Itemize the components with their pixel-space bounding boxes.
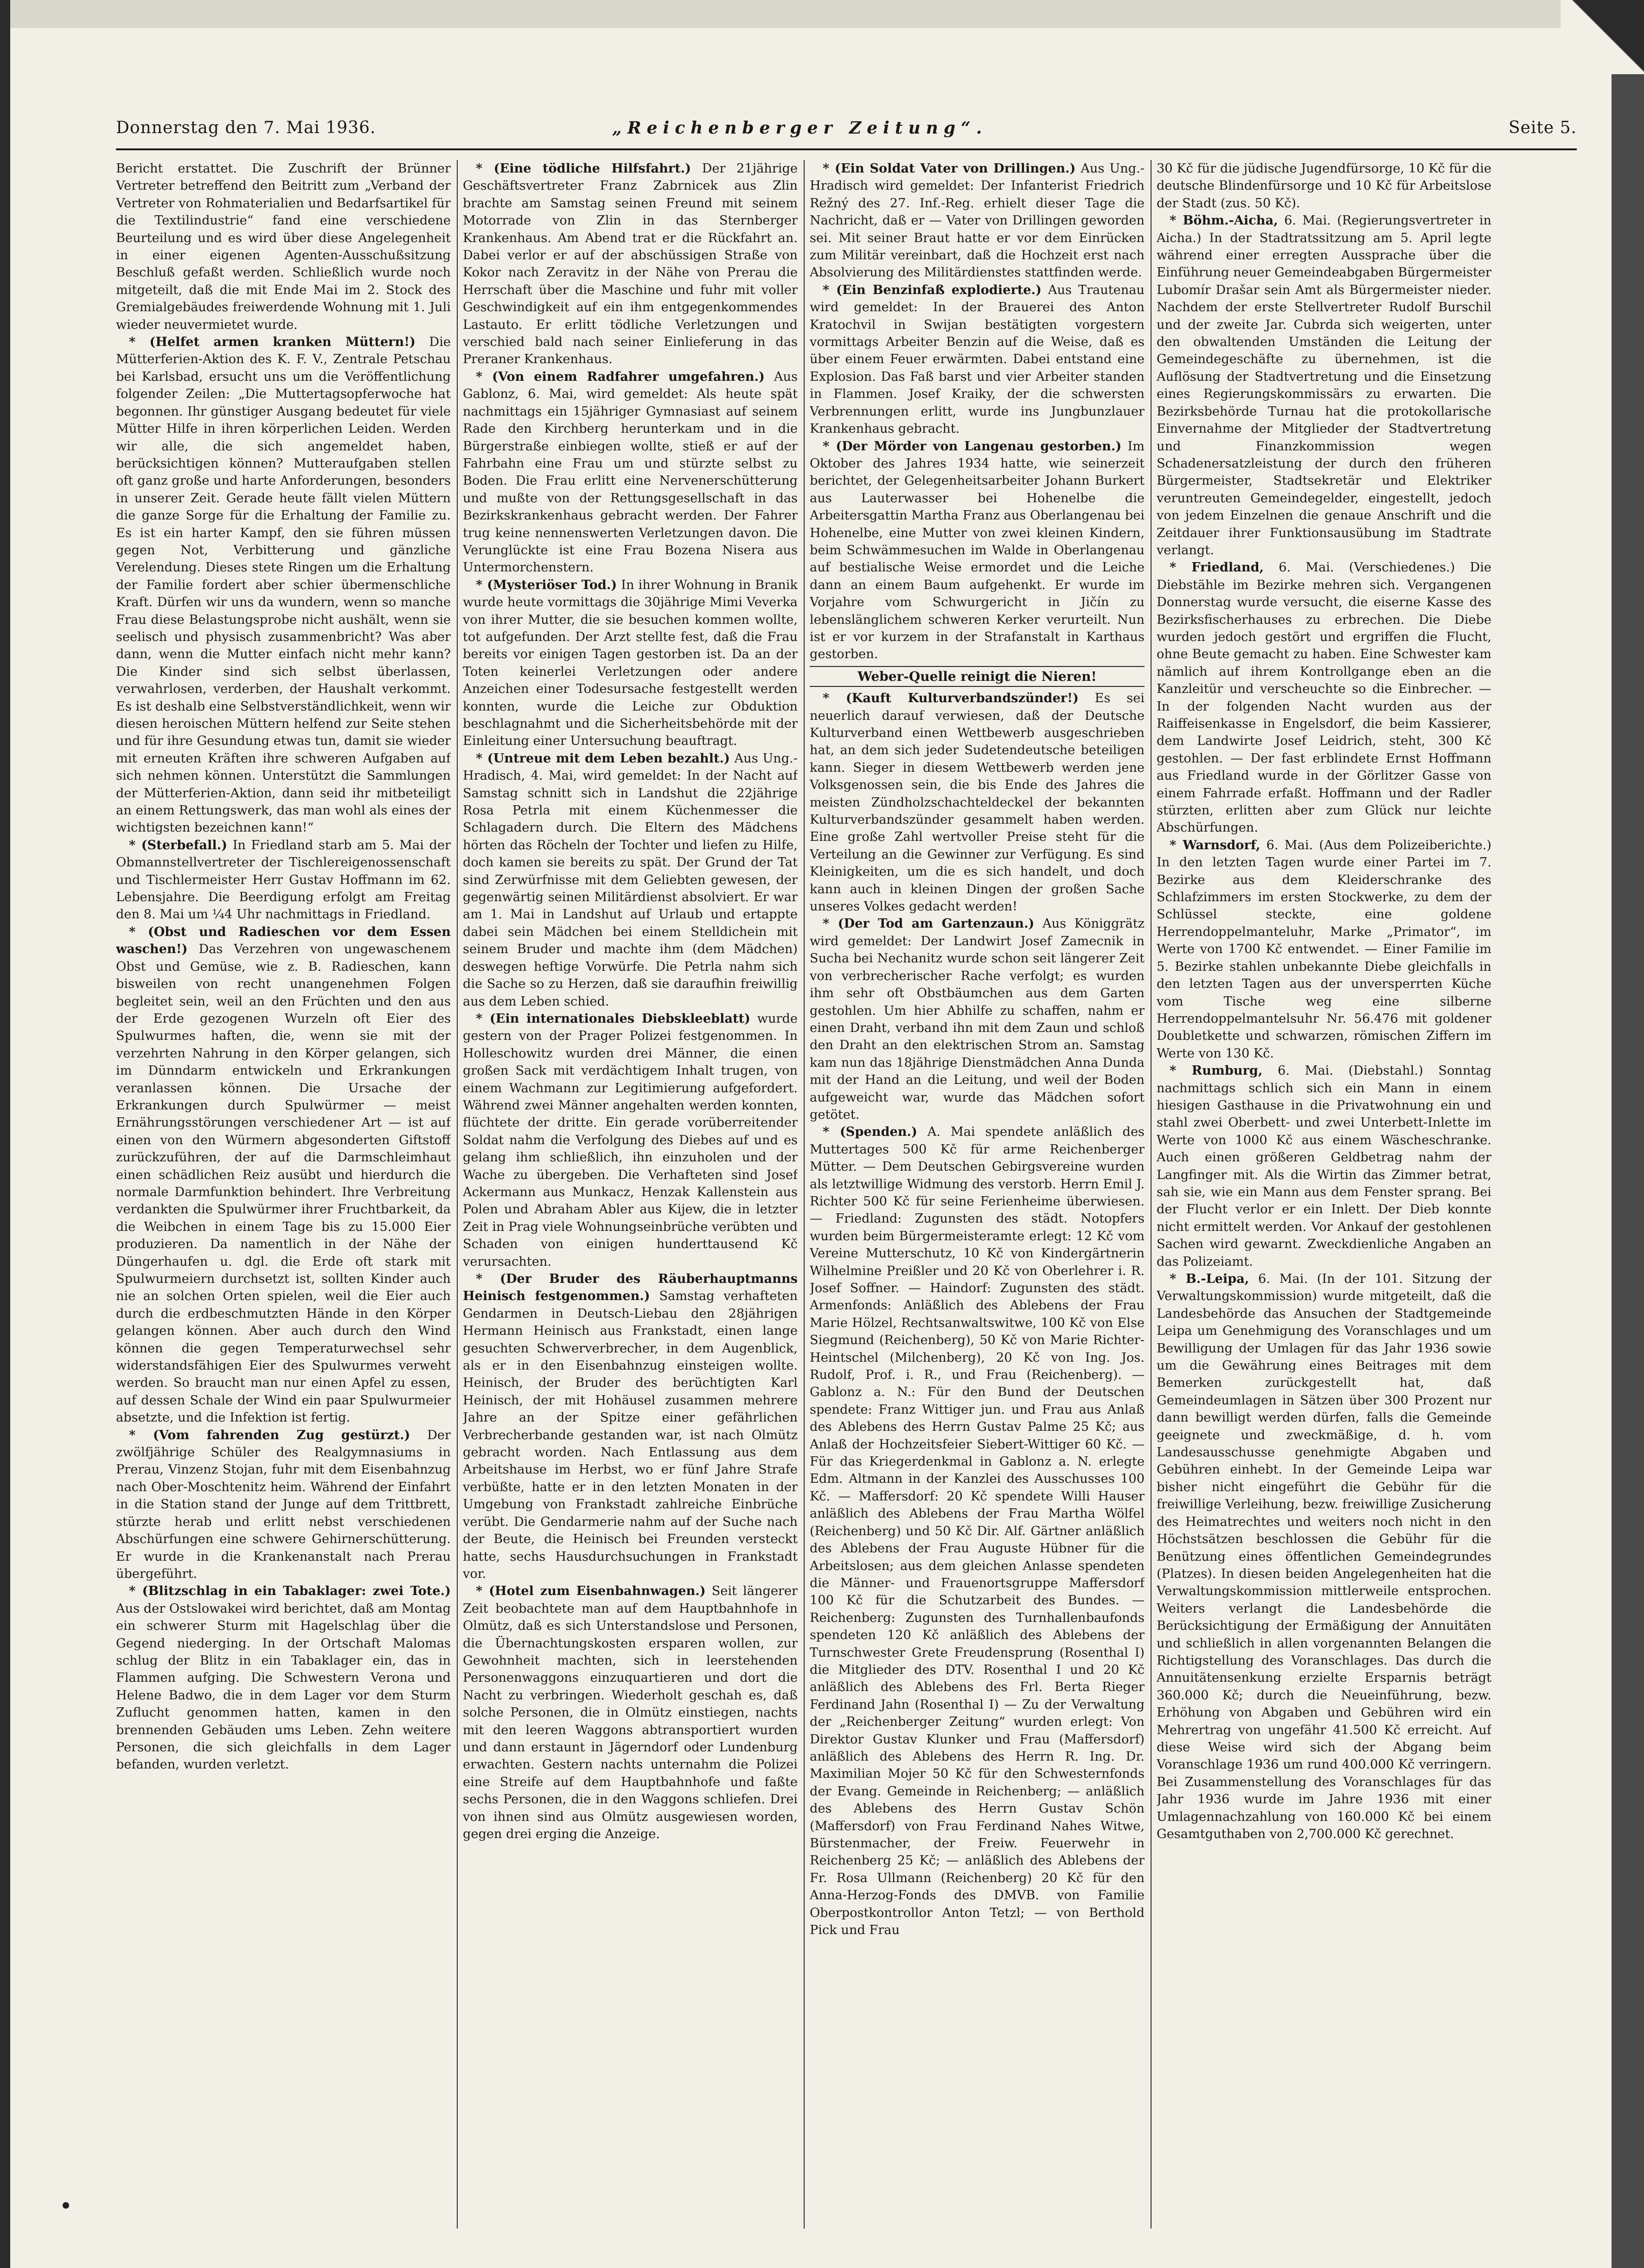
column-1 — [116, 160, 451, 2229]
column-divider — [804, 160, 805, 2229]
article-text: wurde gestern von der Prager Polizei festgenommen. In Holleschowitz wurden drei Männer, die einen großen Sack mit verdächtigem Inhalt trugen, von einem Wachmann zur Legitimierung aufgefordert. Während zwei Männer angehalten werden konnten, flüchtete der dritte. Ein gerade vorüberreitender Soldat nahm die Verfolgung des Diebes auf und es gelang ihm schließlich, ihn einzuholen und der Wache zu übergeben. Die Verhafteten sind Josef Ackermann aus Munkacz, Henzak Kallenstein aus Polen und Abraham Abler aus Kijew, die in letzter Zeit in Prag viele Wohnungseinbrüche verübten und Schaden von einigen hunderttausend Kč verursachten. — [463, 1011, 798, 1269]
article-paragraph — [1157, 559, 1491, 837]
article-heading: * (Sterbefall.) — [129, 837, 227, 852]
article-paragraph — [463, 1270, 798, 1582]
article-paragraph — [116, 333, 451, 837]
article-text: 6. Mai. (Verschiedenes.) Die Diebstähle im Bezirke mehren sich. Vergangenen Donnerstag wurde versucht, die eiserne Kasse des Bezirksfischerhauses zu erbrechen. Die Diebe wurden jedoch gestört und ergriffen die Flucht, ohne Beute gemacht zu haben. Eine Schwester kam nämlich auf ihrem Kontrollgange eben an die Kanzleitür und verscheuchte so die Einbrecher. — In der folgenden Nacht wurden aus der Raiffeisenkasse in Engelsdorf, die beim Kassierer, dem Landwirte Josef Leidrich, steht, 300 Kč gestohlen. — Der fast erblindete Ernst Hoffmann aus Friedland wurde in der Görlitzer Gasse von einem Fahrrade erfaßt. Hoffmann und der Radler stürzten, erlitten aber zum Glück nur leichte Abschürfungen. — [1157, 560, 1491, 835]
article-text: 6. Mai. (Diebstahl.) Sonntag nachmittags schlich sich ein Mann in einem hiesigen Gasthause in die Privatwohnung ein und stahl zwei Oberbett- und zwei Unterbett-Inlette im Werte von 1000 Kč aus einem Wäscheschranke. Auch einen größeren Geldbetrag nahm der Langfinger mit. Als die Wirtin das Zimmer betrat, sah sie, wie ein Mann aus dem Fenster sprang. Bei der Flucht verlor er ein Inlett. Der Dieb konnte nicht ermittelt werden. Vor Ankauf der gestohlenen Sachen wird gewarnt. Zweckdienliche Angaben an das Polizeiamt. — [1157, 1064, 1491, 1269]
article-heading: * Friedland, — [1170, 560, 1264, 575]
article-text: 6. Mai. (In der 101. Sitzung der Verwaltungskommission) wurde mitgeteilt, daß die Landesbehörde das Ansuchen der Stadtgemeinde Leipa um Genehmigung des Voranschlages und um Bewilligung der Umlagen für das Jahr 1936 sowie um die Gewährung eines Beitrages mit dem Bemerken zurückgestellt hat, daß Gemeindeumlagen in Sätzen über 300 Prozent nur dann bewilligt werden dürfen, falls die Gemeinde geeignete und zweckmäßige, d. h. vom Landesausschusse genehmigte Abgaben und Gebühren einhebt. In der Gemeinde Leipa war bisher nicht eingeführt die Gebühr für die freiwillige Verleihung, bezw. freiwillige Zusicherung des Heimatrechtes und weiters noch nicht in den Höchstsätzen beschlossen die Gebühr für die Benützung eines öffentlichen Gemeindegrundes (Platzes). In diesen beiden Angelegenheiten hat die Verwaltungskommission mittlerweile entsprochen. Weiters verlangt die Landesbehörde die Berücksichtigung der Ermäßigung der Annuitäten und schließlich in allen vorgenannten Belangen die Richtigstellung des Voranschlages. Das durch die Annuitätensenkung erzielte Ersparnis beträgt 360.000 Kč; durch die Neueinführung, bezw. Erhöhung von Abgaben und Gebühren wird ein Mehrertrag von ungefähr 41.500 Kč erreicht. Auf diese Weise wird sich der Abgang beim Voranschlage 1936 um rund 400.000 Kč verringern. Bei Zusammenstellung des Voranschlages für das Jahr 1936 wurde im Jahre 1936 mit einer Umlagennachzahlung von 160.000 Kč bei einem Gesamtguthaben von 2,700.000 Kč gerechnet. — [1157, 1272, 1491, 1841]
article-paragraph — [463, 160, 798, 368]
article-heading: * (Kauft Kulturverbandszünder!) — [823, 691, 1079, 706]
column-2 — [463, 160, 798, 2229]
article-text: 6. Mai. (Aus dem Polizeiberichte.) In den letzten Tagen wurde einer Partei im 7. Bezirke aus dem Kleiderschranke des Schlafzimmers im ersten Stockwerke, zu dem der Schlüssel steckte, eine goldene Herrendoppelmanteluhr, Marke „Primator“, im Werte von 1700 Kč entwendet. — Einer Familie im 5. Bezirke stahlen unbekannte Diebe gleichfalls in den letzten Tagen aus der unversperrten Küche vom Tische weg eine silberne Herrendoppelmantelsuhr Nr. 56.476 mit goldener Doubletkette und schwarzen, römischen Ziffern im Werte von 130 Kč. — [1157, 838, 1491, 1061]
article-text: Das Verzehren von ungewaschenem Obst und Gemüse, wie z. B. Radieschen, kann bisweilen von recht unangenehmen Folgen begleitet sein, weil an den Früchten und den aus der Erde gezogenen Wurzeln oft Eier des Spulwurmes haften, die, wenn sie mit der verzehrten Nahrung in den Körper gelangen, sich im Dünndarm entwickeln und Erkrankungen veranlassen können. Die Ursache der Erkrankungen durch Spulwürmer — meist Ernährungsstörungen verschiedener Art — ist auf einen von den Würmern abgesonderten Giftstoff zurückzuführen, der auf die Darmschleimhaut einen schädlichen Reiz ausübt und hierdurch die normale Darmfunktion behindert. Ihre Verbreitung verdankten die Spulwürmer ihrer Fruchtbarkeit, da die Weibchen in einem Tage bis zu 15.000 Eier produzieren. Da namentlich in der Nähe der Düngerhaufen u. dgl. die Erde oft stark mit Spulwurmeiern durchsetzt ist, sollten Kinder auch nie an solchen Orten spielen, weil die Eier auch durch die erdbeschmutzten Hände in den Körper gelangen können. Aber auch durch den Wind können die gegen Temperaturwechsel sehr widerstandsfähigen Eier des Spulwurmes verweht werden. So braucht man nur einen Apfel zu essen, auf dessen Schale der Wind ein paar Spulwurmeier absetzte, und die Infektion ist fertig. — [116, 942, 451, 1425]
article-text: Aus Trautenau wird gemeldet: In der Brauerei des Anton Kratochvil in Swijan bestätigten vorgestern vormittags Arbeiter Benzin auf die Weise, daß es über einem Feuer erwärmten. Dabei entstand eine Explosion. Das Faß barst und vier Arbeiter standen in Flammen. Josef Kraiky, der die schwersten Verbrennungen erlitt, wurde ins Jungbunzlauer Krankenhaus gebracht. — [810, 282, 1145, 436]
ink-spot — [63, 2202, 69, 2209]
article-heading: * (Spenden.) — [823, 1124, 917, 1140]
article-heading: * (Helfet armen kranken Müttern!) — [129, 334, 416, 350]
article-text: Bericht erstattet. Die Zuschrift der Brünner Vertreter betreffend den Beitritt zum „Verband der Vertreter von Rohmaterialien und Bedarfsartikel für die Textilindustrie“ fand eine verschiedene Beurteilung und es wird über diese Angelegenheit in einer eigenen Agenten-Ausschußsitzung Beschluß gefaßt werden. Schließlich wurde noch mitgeteilt, daß die mit Ende Mai im 2. Stock des Gremialgebäudes freiwerdende Wohnung mit 1. Juli wieder neuvermietet wurde. — [116, 161, 451, 332]
article-paragraph — [116, 923, 451, 1427]
article-paragraph — [463, 368, 798, 577]
article-paragraph — [116, 160, 451, 333]
article-text: 30 Kč für die jüdische Jugendfürsorge, 10 Kč für die deutsche Blindenfürsorge und 10 Kč für Arbeitslose der Stadt (zus. 50 Kč). — [1157, 161, 1491, 211]
article-columns — [116, 160, 1577, 2229]
page-number: Seite 5. — [1508, 118, 1577, 137]
article-paragraph — [810, 160, 1145, 282]
article-text: Aus Gablonz, 6. Mai, wird gemeldet: Als heute spät nachmittags ein 15jähriger Gymnasiast auf seinem Rade den Kirchberg herunterkam und in die Bürgerstraße einbiegen wollte, stieß er auf der Fahrbahn eine Frau um und stürzte selbst zu Boden. Die Frau erlitt eine Nervenerschütterung und mußte von der Rettungsgesellschaft in das Bezirkskrankenhaus gebracht werden. Der Fahrer trug keine nennenswerten Verletzungen davon. Die Verunglückte ist eine Frau Bozena Nisera aus Untermorchenstern. — [463, 369, 798, 575]
article-text: Der zwölfjährige Schüler des Realgymnasiums in Prerau, Vinzenz Stojan, fuhr mit dem Eisenbahnzug nach Ober-Moschtenitz heim. Während der Einfahrt in die Station stand der Junge auf dem Trittbrett, stürzte herab und erlitt nebst verschiedenen Abschürfungen eine schwere Gehirnerschütterung. Er wurde in die Krankenanstalt nach Prerau übergeführt. — [116, 1428, 451, 1581]
article-paragraph — [116, 1582, 451, 1773]
column-3 — [810, 160, 1145, 2229]
header-date: Donnerstag den 7. Mai 1936. — [116, 118, 376, 137]
article-heading: * (Ein Benzinfaß explodierte.) — [823, 282, 1042, 297]
article-paragraph — [810, 1123, 1145, 1939]
article-paragraph — [810, 282, 1145, 438]
article-heading: * (Der Bruder des Räuberhauptmanns Heinisch festgenommen.) — [463, 1271, 798, 1304]
article-heading: * B.-Leipa, — [1170, 1271, 1249, 1286]
article-heading: * (Ein Soldat Vater von Drillingen.) — [823, 161, 1076, 176]
article-heading: * (Vom fahrenden Zug gestürzt.) — [129, 1427, 410, 1442]
article-text: Die Mütterferien-Aktion des K. F. V., Zentrale Petschau bei Karlsbad, ersucht uns um die Veröffentlichung folgender Zeilen: „Die Muttertagsopferwoche hat begonnen. Ihr günstiger Ausgang bedeutet für viele Mütter Hilfe in ihren körperlichen Leiden. Werden wir alle, die sich angemeldet haben, berücksichtigen können? Mutteraufgaben stellen oft ganz große und harte Anforderungen, besonders in unserer Zeit. Gerade heute fällt vielen Müttern die ganze Sorge für die Erhaltung der Familie zu. Es ist ein harter Kampf, den sie führen müssen gegen Not, Verbitterung und gänzliche Verelendung. Dieses stete Ringen um die Erhaltung der Familie fordert aber schier übermenschliche Kraft. Dürfen wir uns da wundern, wenn so manche Frau diese Belastungsprobe nicht aushält, wenn sie seelisch und physisch zusammenbricht? Was aber dann, wenn die Mutter einfach nicht mehr kann? Die Kinder sind sich selbst überlassen, verwahrlosen, verderben, der Haushalt verkommt. Es ist deshalb eine Selbstverständlichkeit, wenn wir diesen heroischen Müttern helfend zur Seite stehen und für ihre Gesundung etwas tun, damit sie wieder mit erneuten Kräften ihre schweren Aufgaben auf sich nehmen können. Unterstützt die Sammlungen der Mütterferien-Aktion, dann seid ihr mitbeteiligt an einem Rettungswerk, das man wohl als eines der wichtigsten bezeichnen kann!“ — [116, 335, 451, 835]
article-paragraph — [463, 750, 798, 1010]
article-text: Aus Ung.-Hradisch, 4. Mai, wird gemeldet: In der Nacht auf Samstag schnitt sich in Landshut die 22jährige Rosa Petrla mit einem Küchenmesser die Schlagadern durch. Die Eltern des Mädchens hörten das Röcheln der Tochter und liefen zu Hilfe, doch kamen sie bereits zu spät. Der Grund der Tat sind Zerwürfnisse mit dem Geliebten gewesen, der gegenwärtig seinen Militärdienst absolviert. Er war am 1. Mai in Landshut auf Urlaub und ertappte dabei sein Mädchen bei einem Stelldichein mit seinem Bruder und machte ihm (dem Mädchen) deswegen heftige Vorwürfe. Die Petrla nahm sich die Sache so zu Herzen, daß sie daraufhin freiwillig aus dem Leben schied. — [463, 751, 798, 1009]
article-paragraph — [1157, 160, 1491, 212]
article-text: 6. Mai. (Regierungsvertreter in Aicha.) In der Stadtratssitzung am 5. April legte während einer erregten Aussprache über die Einführung neuer Gemeindeabgaben Bürgermeister Lubomír Drašar sein Amt als Bürgermeister nieder. Nachdem der erste Stellvertreter Rudolf Burschil und der zweite Jar. Cubrda sich weigerten, unter den obwaltenden Umständen die Leitung der Gemeindegeschäfte zu übernehmen, ist die Auflösung der Stadtvertretung und die Einsetzung eines Regierungskommissärs zu erwarten. Die Bezirksbehörde Turnau hat die protokollarische Einvernahme der Mitglieder der Stadtvertretung und Finanzkommission wegen Schadenersatzleistung der durch den früheren Bürgermeister, Stadtsekretär und Elektriker veruntreuten Gemeindegelder, eingestellt, jedoch von jedem Einzelnen die genaue Anschrift und die Zeitdauer ihrer Funktionsausübung im Stadtrate verlangt. — [1157, 213, 1491, 557]
page-header — [116, 118, 1577, 146]
article-paragraph — [810, 915, 1145, 1123]
article-text: In ihrer Wohnung in Branik wurde heute vormittags die 30jährige Mimi Veverka von ihrer Mutter, die sie besuchen kommen wollte, tot aufgefunden. Der Arzt stellte fest, daß die Frau bereits vor einigen Tagen gestorben ist. Da an der Toten keinerlei Verletzungen oder andere Anzeichen einer Todesursache festgestellt werden konnten, wurde die Leiche zur Obduktion beschlagnahmt und die Sicherheitsbehörde mit der Einleitung einer Untersuchung beauftragt. — [463, 577, 798, 749]
article-heading: * (Eine tödliche Hilfsfahrt.) — [476, 161, 691, 176]
scan-left-edge — [0, 0, 10, 2268]
article-heading: * (Hotel zum Eisenbahnwagen.) — [476, 1583, 706, 1599]
article-text: Samstag verhafteten Gendarmen in Deutsch-Liebau den 28jährigen Hermann Heinisch aus Frankstadt, einen lange gesuchten Schwerverbrecher, in dem Augenblick, als er in den Eisenbahnzug einsteigen wollte. Heinisch, der Bruder des berüchtigten Karl Heinisch, der mit Hohäusel zusammen mehrere Jahre an der Spitze einer gefährlichen Verbrecherbande gestanden war, ist nach Olmütz gebracht worden. Nach Entlassung aus dem Arbeitshause im Herbst, wo er fünf Jahre Strafe verbüßte, hatte er in den letzten Monaten in der Umgebung von Frankstadt zahlreiche Einbrüche verübt. Die Gendarmerie nahm auf der Suche nach der Beute, die Heinisch bei Freunden versteckt hatte, sechs Hausdurchsuchungen in Frankstadt vor. — [463, 1289, 798, 1581]
scan-top-margin — [0, 0, 1644, 28]
article-paragraph — [810, 690, 1145, 915]
article-text: Aus der Ostslowakei wird berichtet, daß am Montag ein schwerer Sturm mit Hagelschlag über die Gegend niederging. In der Ortschaft Malomas schlug der Blitz in ein Tabaklager ein, das in Flammen aufging. Die Schwestern Verona und Helene Badwo, die in dem Lager vor dem Sturm Zuflucht genommen hatten, kamen in den brennenden Gebäuden ums Leben. Zehn weitere Personen, die sich gleichfalls in dem Lager befanden, wurden verletzt. — [116, 1601, 451, 1772]
folded-corner — [1561, 0, 1644, 74]
newspaper-title: „Reichenberger Zeitung“. — [612, 118, 988, 138]
article-paragraph — [116, 837, 451, 923]
article-heading: * (Von einem Radfahrer umgefahren.) — [476, 369, 765, 384]
header-rule — [116, 148, 1577, 150]
column-4 — [1157, 160, 1491, 2229]
article-text: Der 21jährige Geschäftsvertreter Franz Zabrnicek aus Zlin brachte am Samstag seinen Freund mit seinem Motorrade von Zlin in das Sternberger Krankenhaus. Am Abend trat er die Rückfahrt an. Dabei verlor er auf der abschüssigen Straße von Kokor nach Zeravitz in der Nähe von Prerau die Herrschaft über die Maschine und fuhr mit voller Geschwindigkeit auf ein ihm entgegenkommendes Lastauto. Er erlitt tödliche Verletzungen und verschied bald nach seiner Einlieferung in das Preraner Krankenhaus. — [463, 161, 798, 367]
article-heading: * (Obst und Radieschen vor dem Essen waschen!) — [116, 924, 451, 957]
article-heading: * (Der Mörder von Langenau gestorben.) — [823, 438, 1122, 454]
article-heading: * (Der Tod am Gartenzaun.) — [823, 916, 1035, 931]
article-text: Seit längerer Zeit beobachtete man auf dem Hauptbahnhofe in Olmütz, daß es sich Unterstandslose und Personen, die Übernachtungskosten ersparen wollen, zur Gewohnheit machten, sich in leerstehenden Personenwaggons einzuquartieren und dort die Nacht zu verbringen. Wiederholt geschah es, daß solche Personen, die in Olmütz einstiegen, nachts mit den leeren Waggons abtransportiert wurden und dann erstaunt in Jägerndorf oder Lundenburg erwachten. Gestern nachts unternahm die Polizei eine Streife auf dem Hauptbahnhofe und faßte sechs Personen, die in den Waggons schliefen. Drei von ihnen sind aus Olmütz ausgewiesen worden, gegen drei erging die Anzeige. — [463, 1584, 798, 1841]
article-paragraph — [1157, 212, 1491, 559]
article-paragraph — [1157, 837, 1491, 1062]
article-paragraph — [463, 577, 798, 750]
article-heading: * (Blitzschlag in ein Tabaklager: zwei Tote.) — [129, 1583, 451, 1599]
scan-right-edge — [1612, 0, 1644, 2268]
article-text: Aus Ung.-Hradisch wird gemeldet: Der Infanterist Friedrich Režný des 27. Inf.-Reg. erhielt dieser Tage die Nachricht, daß er — Vater von Drillingen geworden sei. Mit seiner Braut hatte er vor dem Einrücken zum Militär vereinbart, daß die Hochzeit erst nach Absolvierung des Militärdienstes stattfinden werde. — [810, 161, 1145, 280]
article-paragraph — [463, 1010, 798, 1270]
article-text: A. Mai spendete anläßlich des Muttertages 500 Kč für arme Reichenberger Mütter. — Dem Deutschen Gebirgsvereine wurden als letztwillige Widmung des verstorb. Herrn Emil J. Richter 500 Kč für seine Ferienheime überwiesen. — Friedland: Zugunsten des städt. Notopfers wurden beim Bürgermeisteramte erlegt: 12 Kč vom Vereine Mutterschutz, 10 Kč von Kindergärtnerin Wilhelmine Preißler und 20 Kč von Oberlehrer i. R. Josef Soffner. — Haindorf: Zugunsten des städt. Armenfonds: Anläßlich des Ablebens der Frau Marie Hölzel, Rechtsanwaltswitwe, 100 Kč von Else Siegmund (Reichenberg), 50 Kč von Marie Richter-Heintschel (Milchenberg), 20 Kč von Ing. Jos. Rudolf, Prof. i. R., und Frau (Reichenberg). — Gablonz a. N.: Für den Bund der Deutschen spendete: Franz Wittiger jun. und Frau aus Anlaß des Ablebens des Herrn Gustav Palme 25 Kč; aus Anlaß der Hochzeitsfeier Siebert-Wittiger 60 Kč. — Für das Kriegerdenkmal in Gablonz a. N. erlegte Edm. Altmann in der Kanzlei des Ausschusses 100 Kč. — Maffersdorf: 20 Kč spendete Willi Hauser anläßlich des Ablebens der Frau Martha Wölfel (Reichenberg) und 50 Kč Dir. Alf. Gärtner anläßlich des Ablebens der Frau Auguste Hübner für die Arbeitslosen; aus dem gleichen Anlasse spendeten die Männer- und Frauenortsgruppe Maffersdorf 100 Kč für die Schutzarbeit des Bundes. — Reichenberg: Zugunsten des Turnhallenbaufonds spendeten 120 Kč anläßlich des Ablebens der Turnschwester Grete Freudensprung (Rosenthal I) die Mitglieder des DTV. Rosenthal I und 20 Kč anläßlich des Ablebens des Frl. Berta Rieger Ferdinand Jahn (Rosenthal I) — Zu der Verwaltung der „Reichenberger Zeitung“ wurden erlegt: Von Direktor Gustav Klunker und Frau (Maffersdorf) anläßlich des Ablebens des Herrn R. Ing. Dr. Maximilian Mojer 50 Kč für den Schwesternfonds der Evang. Gemeinde in Reichenberg; — anläßlich des Ablebens des Herrn Gustav Schön (Maffersdorf) von Frau Ferdinand Nahes Witwe, Bürstenmacher, der Freiw. Feuerwehr in Reichenberg 25 Kč; — anläßlich des Ablebens der Fr. Rosa Ullmann (Reichenberg) 20 Kč für den Anna-Herzog-Fonds des DMVB. von Familie Oberpostkontrollor Anton Tetzl; — von Berthold Pick und Frau — [810, 1125, 1145, 1938]
article-text: Aus Königgrätz wird gemeldet: Der Landwirt Josef Zamecnik in Sucha bei Nechanitz wurde schon seit längerer Zeit von verbrecherischer Rache verfolgt; es wurden ihm sehr oft Obstbäumchen aus dem Garten gestohlen. Um hier Abhilfe zu schaffen, nahm er einen Draht, verband ihn mit dem Zaun und schloß den Draht an den elektrischen Strom an. Samstag kam nun das 18jährige Dienstmädchen Anna Dunda mit der Hand an die Leitung, und weil der Boden aufgeweicht war, wurde das Mädchen sofort getötet. — [810, 916, 1145, 1122]
article-heading: * Böhm.-Aicha, — [1170, 213, 1278, 228]
advertisement-box: Weber-Quelle reinigt die Nieren! — [810, 666, 1145, 687]
article-paragraph — [1157, 1270, 1491, 1843]
article-heading: * Rumburg, — [1170, 1063, 1263, 1078]
article-paragraph — [1157, 1062, 1491, 1270]
article-heading: * Warnsdorf, — [1170, 837, 1260, 852]
column-divider — [457, 160, 458, 2229]
article-text: In Friedland starb am 5. Mai der Obmannstellvertreter der Tischlereigenossenschaft und Tischlermeister Herr Gustav Hoffmann im 62. Lebensjahre. Die Beerdigung erfolgt am Freitag den 8. Mai um ¼4 Uhr nachmittags in Friedland. — [116, 838, 451, 922]
article-text: Es sei neuerlich darauf verwiesen, daß der Deutsche Kulturverband einen Wettbewerb ausgeschrieben hat, an dem sich jeder Sudetendeutsche beteiligen kann. Sieger in diesem Wettbewerb werden jene Volksgenossen sein, die bis Ende des Jahres die meisten Zündholzschachteldeckel der bekannten Kulturverbandszünder gesammelt haben werden. Eine große Zahl wertvoller Preise steht für die Verteilung an die Gewinner zur Verfügung. Es sind Kleinigkeiten, um die es sich handelt, und doch kann auch in kleinen Dingen der großen Sache unseres Volkes gedacht werden! — [810, 691, 1145, 914]
article-heading: * (Mysteriöser Tod.) — [476, 577, 617, 592]
article-heading: * (Ein internationales Diebskleeblatt) — [476, 1011, 750, 1026]
article-text: Im Oktober des Jahres 1934 hatte, wie seinerzeit berichtet, der Gelegenheitsarbeiter Johann Burkert aus Lauterwasser bei Hohenelbe die Arbeitersgattin Martha Franz aus Oberlangenau bei Hohenelbe, eine Mutter von zwei kleinen Kindern, beim Schwämmesuchen im Walde in Oberlangenau auf bestialische Weise ermordet und die Leiche dann an einem Baum aufgehenkt. Er wurde im Vorjahre vom Schwurgericht in Jičín zu lebenslänglichem schweren Kerker verurteilt. Nun ist er vor kurzem in der Strafanstalt in Karthaus gestorben. — [810, 439, 1145, 662]
article-paragraph — [810, 438, 1145, 663]
article-paragraph — [463, 1582, 798, 1843]
article-heading: * (Untreue mit dem Leben bezahlt.) — [476, 750, 730, 766]
article-paragraph — [116, 1427, 451, 1583]
